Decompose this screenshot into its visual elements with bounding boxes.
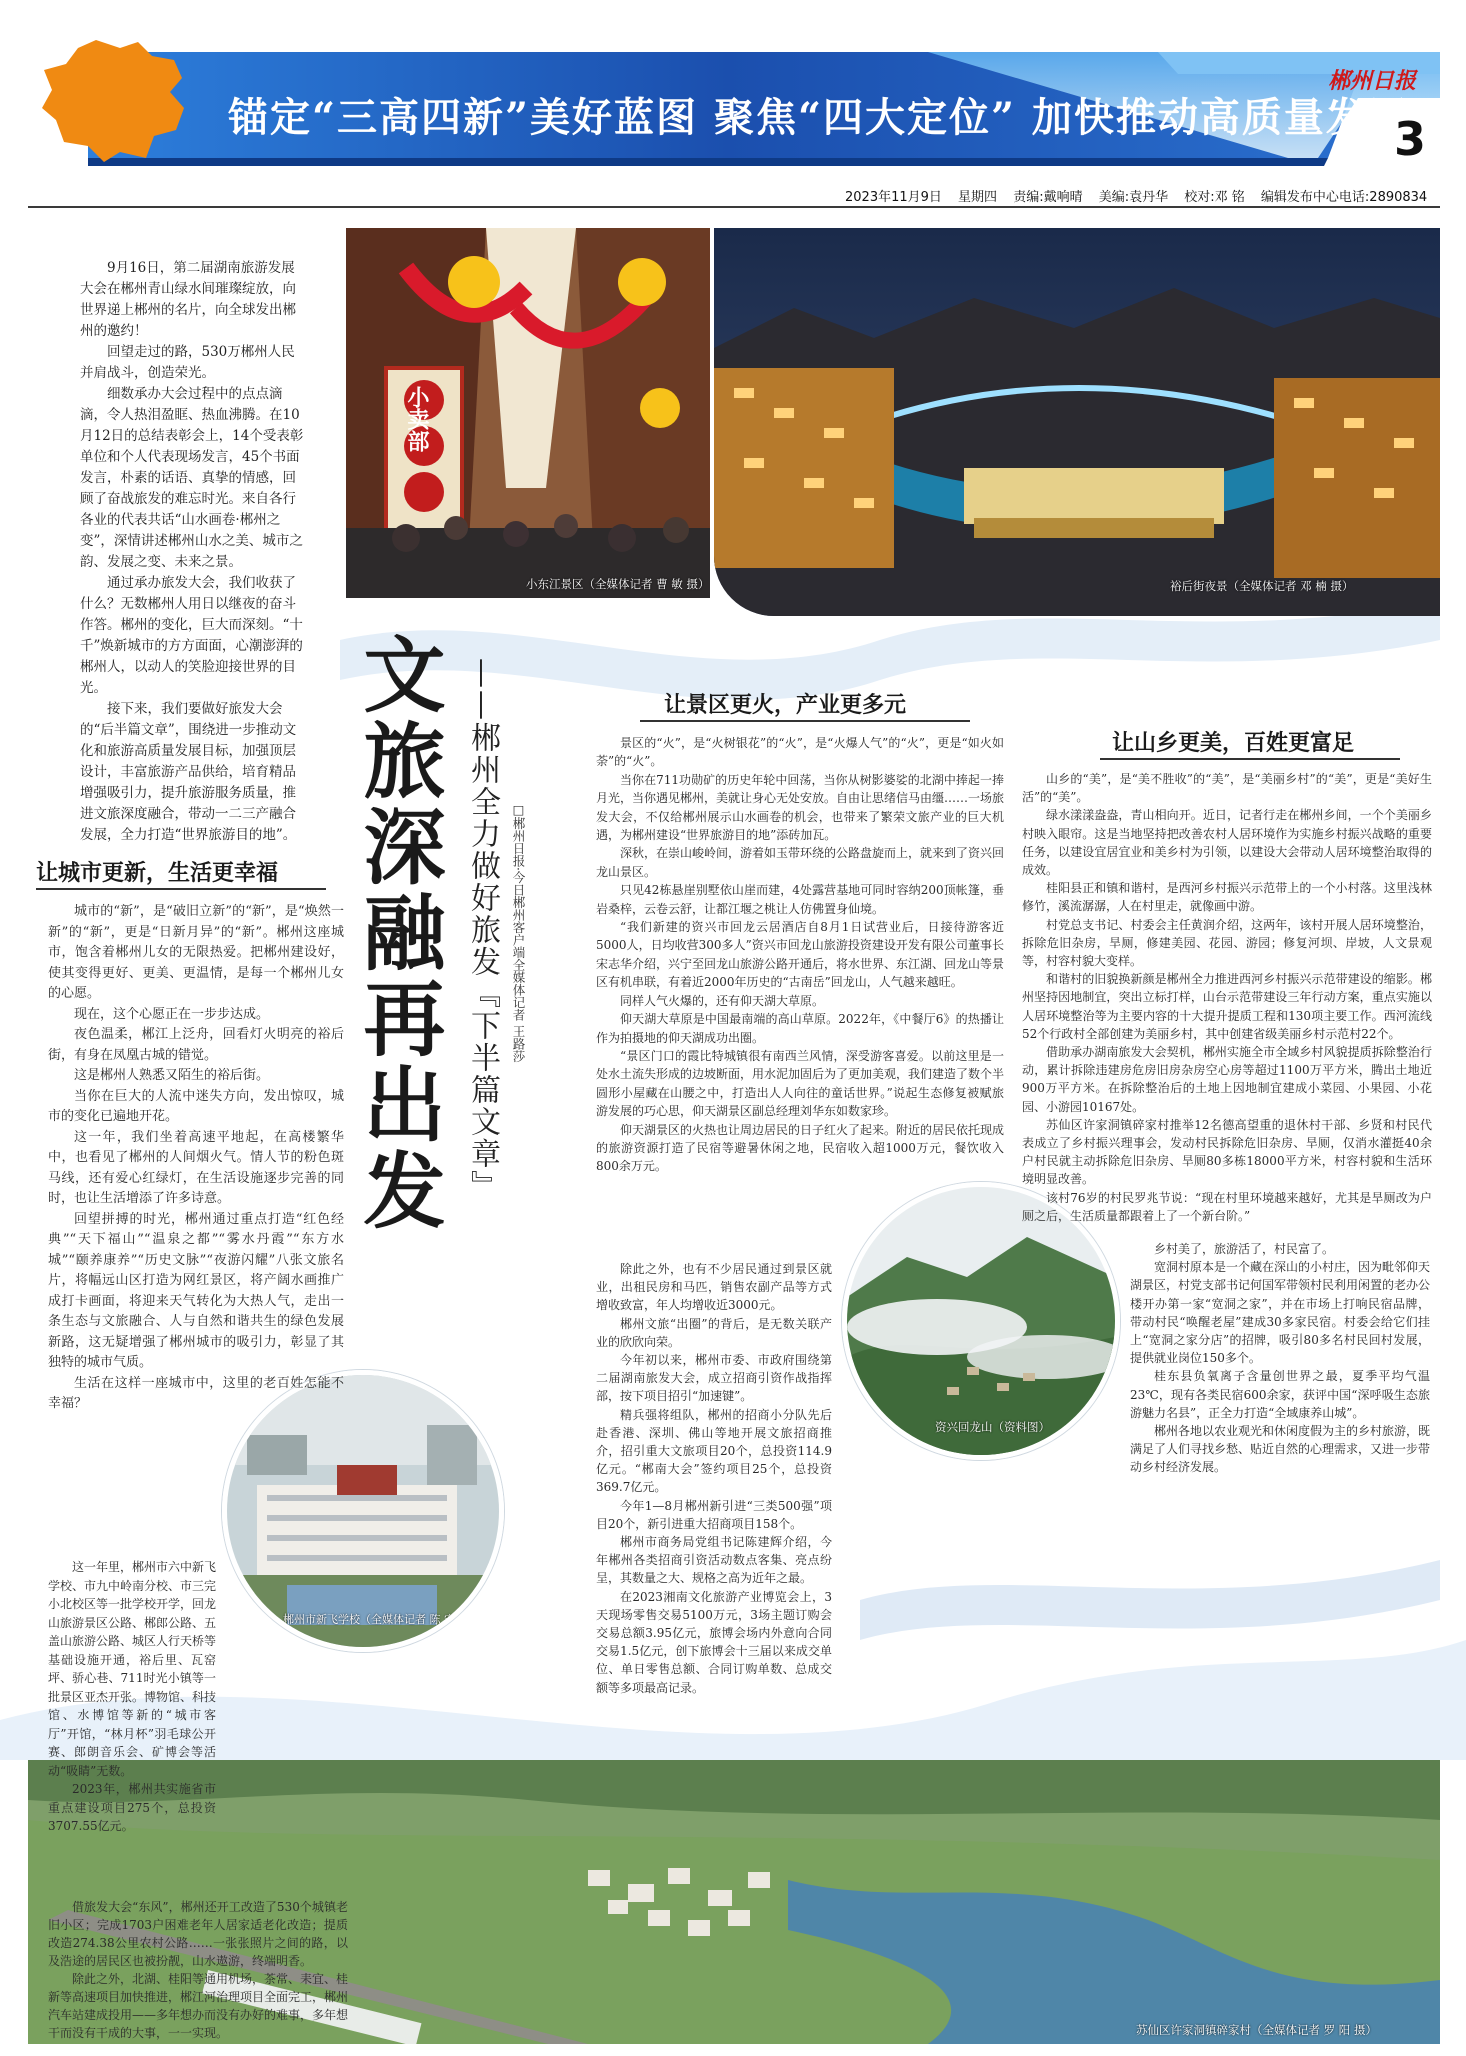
section2-paragraph: 仰天湖景区的火热也让周边居民的日子红火了起来。附近的居民依托现成的旅游资源打造了民宿等避暑休闲之地，民宿收入超1000万元，餐饮收入800余万元。 [596, 1122, 1005, 1174]
section2-paragraph: 只见42栋悬崖别墅依山崖而建，4处露营基地可同时容纳200顶帐篷，垂岩桑梓，云卷云舒，让都江堰之桃让人仿佛置身仙境。 [596, 883, 1004, 916]
section2-paragraph: 今年初以来，郴州市委、市政府围绕第二届湖南旅发大会，成立招商引资作战指挥部，按下项目招引“加速键”。 [596, 1353, 832, 1404]
photo-night-river [714, 228, 1440, 616]
photo-street [346, 228, 710, 598]
main-title: 文旅深融再出发 [350, 632, 446, 1234]
section3-body [1022, 770, 1432, 1225]
section3-paragraph: 村党总支书记、村委会主任黄润介绍，这两年，该村开展人居环境整治，拆除危旧杂房，旱厕，修建美园、花园、游园；修复河坝、岸坡，人文景观等，村容村貌大变样。 [1022, 917, 1432, 969]
sub-title: ——郴州全力做好旅发『下半篇文章』 [465, 658, 500, 1202]
newspaper-logo: 郴州日报 [1328, 68, 1417, 94]
section1-paragraph: 现在，这个心愿正在一步步达成。 [74, 1006, 270, 1022]
section2-paragraph: 精兵强将组队，郴州的招商小分队先后赴香港、深圳、佛山等地开展文旅招商推介，招引重大文旅项目20个，总投资114.9亿元。“郴南大会”签约项目25个，总投资369.7亿元。 [596, 1407, 832, 1495]
section1-paragraph: 这是郴州人熟悉又陌生的裕后街。 [74, 1068, 270, 1083]
section3-paragraph: 该村76岁的村民罗兆节说：“现在村里环境越来越好，尤其是旱厕改为户厕之后，生活质量都跟着上了一个新台阶。” [1022, 1190, 1432, 1223]
page-number: 3 [1393, 112, 1426, 166]
section2-body-narrow [596, 1260, 832, 1697]
art-editor: 美编:袁丹华 [1098, 190, 1169, 205]
section1-paragraph: 回望拼搏的时光，郴州通过重点打造“红色经典”“天下福山”“温泉之都”“雾水丹霞”“东方水城”“颐养康养”“历史文脉”“夜游闪耀”八张文旅名片，将幅远山区打造为网红景区，将产阔水画推广成打卡画面，将迎来天气转化为大热人气，走出一条生态与文旅融合、人与自然和谐共生的绿色发展新路，这无疑增强了郴州城市的吸引力，彰显了其独特的城市气质。 [48, 1211, 344, 1370]
section3-paragraph: 郴州各地以农业观光和休闲度假为主的乡村旅游，既满足了人们寻找乡愁、贴近自然的心理需求，又进一步带动乡村经济发展。 [1130, 1424, 1431, 1475]
section2-paragraph: 同样人气火爆的，还有仰天湖大草原。 [620, 993, 825, 1008]
section1-body [48, 902, 344, 1415]
section3-paragraph: 乡村美了，旅游活了，村民富了。 [1154, 1242, 1335, 1256]
section2-paragraph: 深秋，在崇山峻岭间，游着如玉带环绕的公路盘旋而上，就来到了资兴回龙山景区。 [596, 846, 1005, 879]
section1-paragraph: 2023年，郴州共实施省市重点建设项目275个，总投资3707.55亿元。 [48, 1782, 216, 1833]
responsible-editor: 责编:戴响晴 [1013, 190, 1083, 205]
section2-paragraph: 除此之外，也有不少居民通过到景区就业，出租民房和马匹，销售农副产品等方式增收致富，年人均增收近3000元。 [596, 1262, 832, 1313]
section2-paragraph: 仰天湖大草原是中国最南端的高山草原。2022年，《中餐厅6》的热播让作为拍摄地的仰天湖成功出圈。 [596, 1012, 1004, 1045]
section1-paragraph: 除此之外，北湖、桂阳等通用机场，茶常、耒宜、桂新等高速项目加快推进，郴江河治理项目全面完工，郴州汽车站建成投用——多年想办而没有办好的难事，多年想干而没有干成的大事，一一实现。 [48, 1972, 349, 2040]
photo-mountain-caption: 资兴回龙山（资料图） [935, 1420, 1050, 1434]
photo-street-caption: 小东江景区（全媒体记者 曹 敏 摄） [526, 577, 710, 591]
section1-paragraph: 城市的“新”，是“破旧立新”的“新”，是“焕然一新”的“新”，更是“日新月异”的“新”。郴州这座城市，饱含着郴州儿女的无限热爱。把郴州建设好，使其变得更好、更美、更温情，是每一个郴州儿女的心愿。 [48, 904, 344, 1001]
intro-paragraph: 通过承办旅发大会，我们收获了什么？无数郴州人用日以继夜的奋斗作答。郴州的变化，巨大而深刻。“十千”焕新城市的方方面面，心潮澎湃的郴州人，以动人的笑脸迎接世界的目光。 [80, 575, 303, 696]
shop-sign: 小卖部 [404, 386, 430, 452]
section3-paragraph: 和谐村的旧貌换新颜是郴州全力推进西河乡村振兴示范带建设的缩影。郴州坚持因地制宜，突出立标打样，山台示范带建设三年行动方案，重点实施以人居环境整治等为主要内容的十大提升提质工程和130项主要工作。西河流线52个行政村全部创建为美丽乡村，其中创建省级美丽乡村示范村22个。 [1022, 972, 1432, 1041]
section2-paragraph: 当你在711功勋矿的历史年轮中回荡，当你从树影婆娑的北湖中捧起一捧月光，当你遇见郴州，美就让身心无处安放。自由让思绪信马由缰……一场旅发大会，不仅给郴州展示山水画卷的机会，也带来了繁荣文旅产业的巨大机遇，为郴州建设“世界旅游目的地”添砖加瓦。 [596, 772, 1005, 843]
section2-paragraph: “景区门口的霞比特城镇很有南西兰风情，深受游客喜爱。以前这里是一处水土流失形成的边坡断面，用水泥加固后为了更加美观，我们建造了数个半圆形小屋藏在山腰之中，打造出人人向往的童话世界。”说起生态修复被赋旅游发展的巧心思，仰天湖景区副总经理刘华东如数家珍。 [596, 1048, 1005, 1119]
section1-paragraph: 当你在巨大的人流中迷失方向，发出惊叹，城市的变化已遍地开花。 [48, 1088, 344, 1124]
headline: 锚定“三高四新”美好蓝图 聚焦“四大定位” 加快推动高质量发展 [228, 94, 1410, 141]
intro-column [80, 258, 308, 846]
section2-paragraph: 郴州文旅“出圈”的背后，是无数关联产业的欣欣向荣。 [596, 1316, 832, 1349]
intro-paragraph: 9月16日，第二届湖南旅游发展大会在郴州青山绿水间璀璨绽放，向世界递上郴州的名片，向全球发出郴州的邀约！ [80, 260, 296, 339]
section1-rule [36, 888, 326, 890]
photo-village-caption: 苏仙区许家洞镇碎家村（全媒体记者 罗 阳 摄） [1136, 2023, 1377, 2037]
section3-title: 让山乡更美，百姓更富足 [1112, 731, 1355, 756]
section3-paragraph: 苏仙区许家洞镇碎家村推举12名德高望重的退休村干部、乡贤和村民代表成立了乡村振兴理事会，发动村民拆除危旧杂房、旱厕，仅消水灌挺40余户村民就主动拆除危旧杂房、旱厕80多栋18000平方米，村容村貌和生活环境明显改善。 [1022, 1117, 1432, 1187]
section3-paragraph: 桂阳县正和镇和谐村，是西河乡村振兴示范带上的一个小村落。这里浅林修竹，溪流潺潺，人在村里走，就像画中游。 [1022, 881, 1432, 914]
section1-paragraph: 夜色温柔，郴江上泛舟，回看灯火明亮的裕后街，有身在凤凰古城的错觉。 [48, 1027, 344, 1063]
editorial-phone: 编辑发布中心电话:2890834 [1260, 190, 1428, 205]
issue-date: 2023年11月9日 [845, 190, 942, 205]
section2-paragraph: 景区的“火”，是“火树银花”的“火”，是“火爆人气”的“火”，更是“如火如荼”的“火”。 [596, 736, 1004, 769]
section3-paragraph: 绿水漾漾盎盎，青山相向开。近日，记者行走在郴州乡间，一个个美丽乡村映入眼帘。这是当地坚持把改善农村人居环境作为实施乡村振兴战略的重要任务，以建设宜居宜业和美乡村为引领，以建设大会带动人居环境整治取得的成效。 [1022, 808, 1432, 878]
section2-paragraph: “我们新建的资兴市回龙云居酒店自8月1日试营业后，日接待游客近5000人，日均收营300多人”资兴市回龙山旅游投资建设开发有限公司董事长宋志华介绍，兴宁至回龙山旅游公路开通后，将水世界、东江湖、回龙山等景区有机串联，有着近2000年历史的“古南岳”回龙山，人气越来越旺。 [596, 920, 1005, 990]
issue-weekday: 星期四 [958, 190, 998, 205]
section1-title: 让城市更新，生活更幸福 [36, 861, 279, 886]
byline: □郴州日报·今日郴州客户端全媒体记者 王路莎 [511, 802, 526, 1063]
section1-paragraph: 借旅发大会“东风”，郴州还开工改造了530个城镇老旧小区；完成1703户困难老年人居家适老化改造；提质改造274.38公里农村公路……一张张照片之间的路，以及浩途的居民区也被扮靓，山水遨游，终端明香。 [48, 1900, 348, 1968]
section2-paragraph: 今年1—8月郴州新引进“三类500强”项目20个，新引进重大招商项目158个。 [596, 1498, 832, 1531]
section2-body [596, 734, 1004, 1176]
section2-rule [640, 720, 970, 722]
section2-paragraph: 在2023湘南文化旅游产业博览会上，3天现场零售交易5100万元，3场主题订购会交易总额3.95亿元，旅博会场内外意向合同交易1.5亿元，创下旅博会十三届以来成交单位、单日零售总额、合同订购单数、总成交额等多项最高记录。 [596, 1589, 832, 1695]
section2-paragraph: 郴州市商务局党组书记陈建辉介绍，今年郴州各类招商引资活动数点客集、亮点纷呈，其数量之大、规格之高为近年之最。 [596, 1535, 832, 1586]
section3-paragraph: 桂东县负氧离子含量创世界之最，夏季平均气温23℃，现有各类民宿600余家，获评中国“深呼吸生态旅游魅力名县”，正全力打造“全域康养山城”。 [1130, 1369, 1430, 1420]
section3-rule [1100, 758, 1400, 760]
section3-paragraph: 宽洞村原本是一个藏在深山的小村庄，因为毗邻仰天湖景区，村党支部书记何国军带领村民利用闲置的老办公楼开办第一家“宽洞之家”，并在市场上打响民宿品牌，带动村民“唤醒老屋”建成30多家民宿。村委会给它们挂上“宽洞之家分店”的招牌，吸引80多名村民回村发展，提供就业岗位150多个。 [1130, 1260, 1431, 1366]
photo-night-caption: 裕后街夜景（全媒体记者 邓 楠 摄） [1170, 579, 1354, 593]
section3-body-narrow [1130, 1240, 1430, 1477]
section1-body-bottom [48, 1898, 348, 2042]
section3-paragraph: 山乡的“美”，是“美不胜收”的“美”，是“美丽乡村”的“美”，更是“美好生活”的“美”。 [1022, 772, 1432, 805]
intro-paragraph: 回望走过的路，530万郴州人民并肩战斗，创造荣光。 [80, 344, 295, 381]
section2-title: 让景区更火，产业更多元 [664, 693, 907, 718]
section3-paragraph: 借助承办湖南旅发大会契机，郴州实施全市全域乡村风貌提质拆除整治行动，累计拆除违建房危房旧房杂房空心房等超过1100万平方米，腾出土地近900万平方米。在拆除整治后的土地上因地制宜建成小菜园、小果园、小花园、小游园10167处。 [1022, 1045, 1432, 1114]
section1-paragraph: 生活在这样一座城市中，这里的老百姓怎能不幸福？ [48, 1375, 344, 1411]
section1-body-narrow [48, 1558, 216, 1836]
intro-paragraph: 接下来，我们要做好旅发大会的“后半篇文章”，围绕进一步推动文化和旅游高质量发展目标，加强顶层设计，丰富旅游产品供给，培育精品增强吸引力，提升旅游服务质量，推进文旅深度融合，带动一二三产融合发展，全力打造“世界旅游目的地”。 [80, 701, 297, 843]
section1-paragraph: 这一年，我们坐着高速平地起，在高楼繁华中，也看见了郴州的人间烟火气。情人节的粉色斑马线，还有爱心红绿灯，在生活设施逐步完善的同时，也让生活增添了许多诗意。 [48, 1129, 344, 1206]
proofreader: 校对:邓 铭 [1184, 190, 1245, 205]
section1-paragraph: 这一年里，郴州市六中新飞学校、市九中岭南分校、市三完小北校区等一批学校开学，回龙山旅游景区公路、郴郎公路、五盖山旅游公路、城区人行天桥等基础设施开通，裕后里、瓦窑坪、骄心巷、711时光小镇等一批景区亚杰开张。博物馆、科技馆、水博馆等新的“城市客厅”开馆，“林月杯”羽毛球公开赛、郎朗音乐会、矿博会等活动“吸睛”无数。 [48, 1560, 217, 1778]
photo-school-caption: 郴州市新飞学校（全媒体记者 陈 宏 摄） [283, 1613, 481, 1626]
intro-paragraph: 细数承办大会过程中的点点滴滴，令人热泪盈眶、热血沸腾。在10月12日的总结表彰会上，14个受表彰单位和个人代表现场发言，45个书面发言，朴素的话语、真挚的情感，回顾了奋战旅发的难忘时光。来自各行各业的代表共话“山水画卷·郴州之变”，深情讲述郴州山水之美、城市之韵、发展之变、未来之景。 [80, 386, 304, 570]
